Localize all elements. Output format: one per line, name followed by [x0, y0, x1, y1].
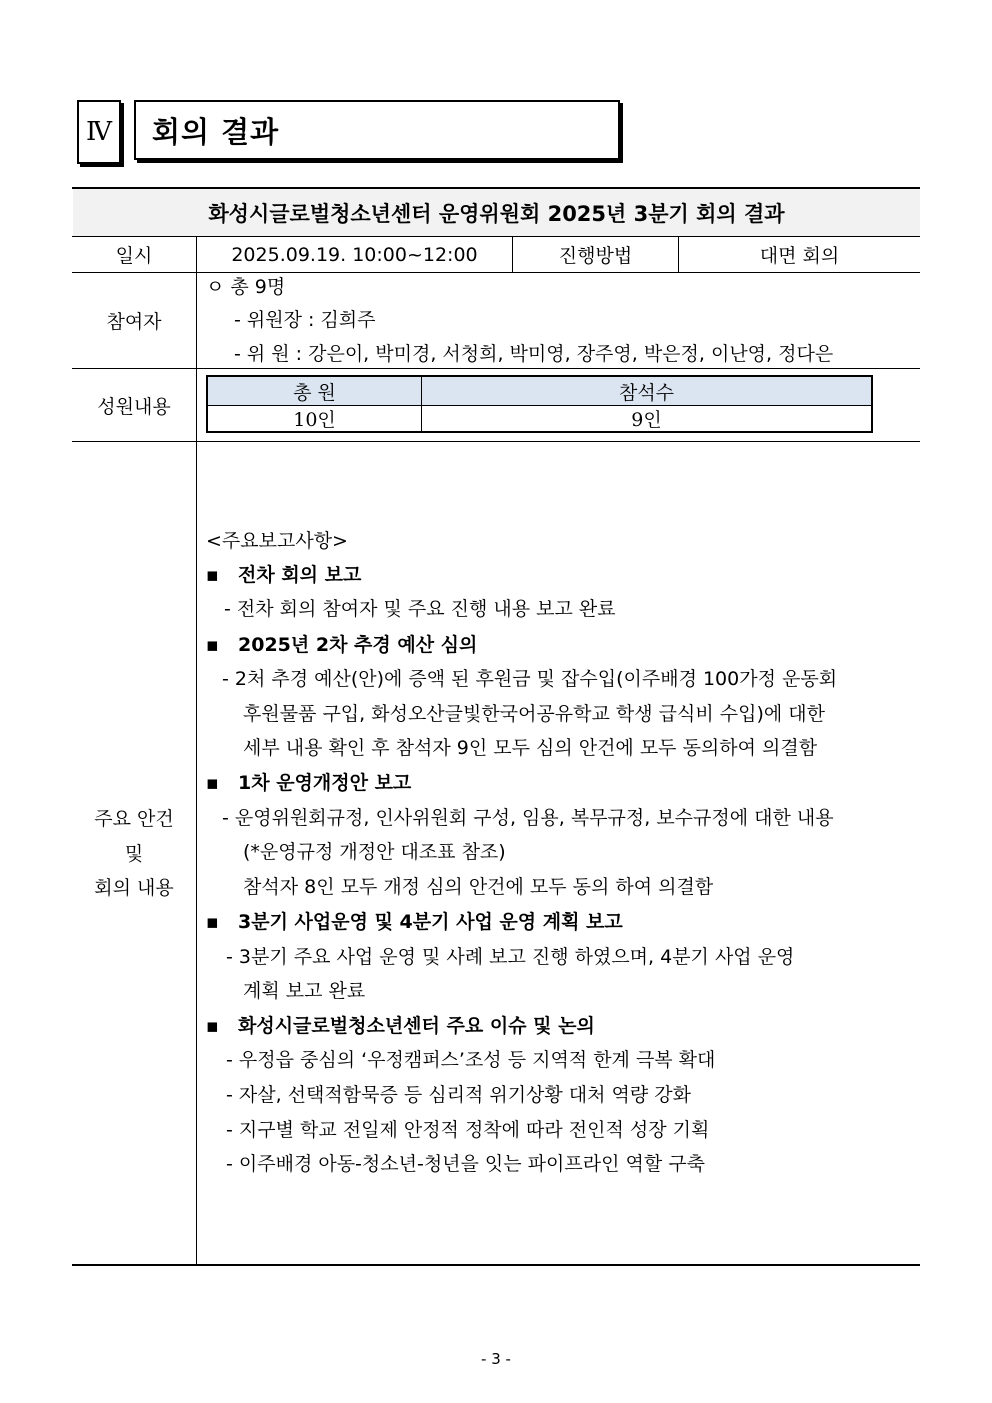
- attendance-header-total: 총 원: [293, 381, 336, 404]
- agenda-item-line: - 전차 회의 참여자 및 주요 진행 내용 보고 완료: [224, 598, 616, 620]
- bullet-icon: ▪: [206, 772, 219, 794]
- row-divider: [72, 368, 920, 369]
- agenda-item-line: (*운영규정 개정안 대조표 참조): [243, 841, 506, 863]
- bullet-icon: ▪: [206, 564, 219, 586]
- date-value: 2025.09.19. 10:00~12:00: [231, 243, 478, 266]
- agenda-item-title: 화성시글로벌청소년센터 주요 이슈 및 논의: [238, 1015, 595, 1037]
- agenda-item-line: 후원물품 구입, 화성오산글빛한국어공유학교 학생 급식비 수입)에 대한: [243, 703, 825, 725]
- page-number: - 3 -: [481, 1350, 511, 1368]
- attendance-present-value: 9인: [631, 409, 662, 431]
- method-value: 대면 회의: [759, 245, 840, 267]
- agenda-item-title: 전차 회의 보고: [238, 564, 362, 586]
- agenda-heading: <주요보고사항>: [206, 530, 348, 552]
- agenda-item-line: - 2처 추경 예산(안)에 증액 된 후원금 및 잡수입(이주배경 100가정 운동회: [222, 668, 838, 690]
- row-divider: [72, 441, 920, 442]
- agenda-item-line: - 운영위원회규정, 인사위원회 구성, 임용, 복무규정, 보수규정에 대한 내용: [222, 807, 834, 829]
- agenda-item-title: 1차 운영개정안 보고: [238, 772, 412, 794]
- participants-chair: - 위원장 : 김희주: [234, 309, 376, 331]
- agenda-label-line: 회의 내용: [94, 877, 174, 899]
- label-column-divider: [196, 236, 197, 1265]
- attendance-header-present: 참석수: [618, 381, 675, 404]
- method-label: 진행방법: [558, 245, 633, 267]
- agenda-item-title: 3분기 사업운영 및 4분기 사업 운영 계획 보고: [238, 911, 623, 933]
- agenda-item-line: - 지구별 학교 전일제 안정적 정착에 따라 전인적 성장 기획: [226, 1119, 710, 1141]
- table-bottom-border: [72, 1264, 920, 1266]
- agenda-item-line: 세부 내용 확인 후 참석자 9인 모두 심의 안건에 모두 동의하여 의결함: [243, 737, 818, 759]
- participants-total: ㅇ 총 9명: [206, 276, 286, 298]
- attendance-total-value: 10인: [293, 409, 336, 431]
- agenda-item-line: 참석자 8인 모두 개정 심의 안건에 모두 동의 하여 의결함: [243, 876, 714, 898]
- bullet-icon: ▪: [206, 1015, 219, 1037]
- agenda-item-line: - 우정읍 중심의 ‘우정캠퍼스’조성 등 지역적 한계 극복 확대: [226, 1049, 716, 1071]
- section-title-box: [134, 100, 620, 160]
- members-label: 성원내용: [97, 395, 171, 418]
- agenda-item-title: 2025년 2차 추경 예산 심의: [238, 634, 478, 656]
- table-banner-title: 화성시글로벌청소년센터 운영위원회 2025년 3분기 회의 결과: [208, 201, 785, 226]
- attendance-table: [206, 375, 873, 433]
- bullet-icon: ▪: [206, 634, 219, 656]
- agenda-label-line: 및: [124, 843, 144, 865]
- agenda-item-line: - 3분기 주요 사업 운영 및 사례 보고 진행 하였으며, 4분기 사업 운영: [226, 946, 795, 968]
- section-title: 회의 결과: [152, 114, 280, 149]
- section-number-box: [77, 100, 121, 164]
- agenda-label-line: 주요 안건: [94, 808, 174, 830]
- row-divider: [72, 272, 920, 273]
- bullet-icon: ▪: [206, 911, 219, 933]
- participants-label: 참여자: [106, 311, 162, 333]
- section-number: Ⅳ: [86, 117, 112, 147]
- participants-members: - 위 원 : 강은이, 박미경, 서청희, 박미영, 장주영, 박은정, 이난영, 정다은: [234, 343, 834, 365]
- agenda-item-line: - 이주배경 아동-청소년-청년을 잇는 파이프라인 역할 구축: [226, 1153, 705, 1175]
- agenda-item-line: 계획 보고 완료: [243, 980, 366, 1002]
- agenda-item-line: - 자살, 선택적함묵증 등 심리적 위기상황 대처 역량 강화: [226, 1084, 692, 1106]
- date-label: 일시: [115, 245, 153, 267]
